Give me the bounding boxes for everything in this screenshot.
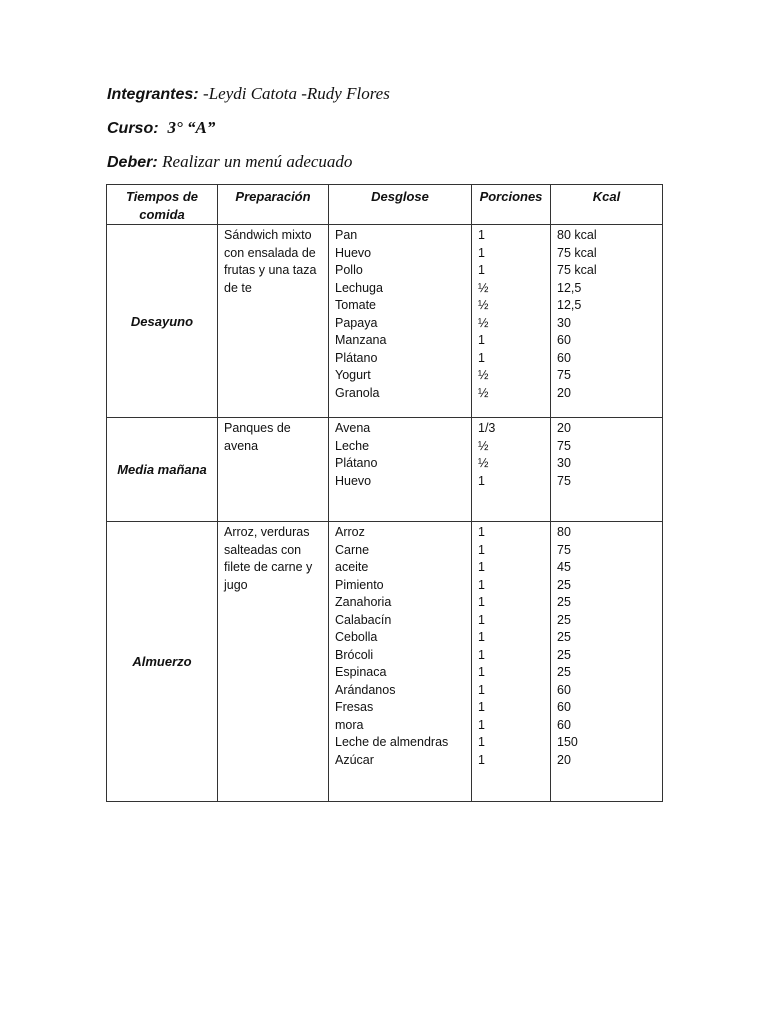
list-item: 75 <box>557 542 571 557</box>
list-item: 75 kcal <box>557 245 597 260</box>
list-item: Leche de almendras <box>335 735 449 749</box>
list-item: Granola <box>335 385 380 400</box>
list-item: 1 <box>478 542 485 557</box>
list-item: 25 <box>557 577 571 592</box>
list-item: Plátano <box>335 456 378 470</box>
list-item: 12,5 <box>557 280 582 295</box>
integrantes-label: Integrantes <box>107 86 194 103</box>
list-item: Carne <box>335 542 370 557</box>
integrantes-line <box>107 84 390 105</box>
list-item: 25 <box>557 612 571 627</box>
list-item: 1 <box>478 333 485 347</box>
list-item: 1 <box>478 752 485 767</box>
list-item: Tomate <box>335 298 376 312</box>
list-item: Espinaca <box>335 665 387 679</box>
meal-media-manana: Media mañana <box>107 418 218 522</box>
list-item: 150 <box>557 735 578 749</box>
list-item: mora <box>335 717 364 732</box>
list-item: Avena <box>335 421 371 435</box>
list-item: Pollo <box>335 263 363 277</box>
list-item: 75 <box>557 368 571 382</box>
list-item: 1 <box>478 612 485 627</box>
list-item: Zanahoria <box>335 595 392 609</box>
list-item: 75 kcal <box>557 263 597 277</box>
list-item: 1 <box>478 245 485 260</box>
header-desglose: Desglose <box>329 185 472 225</box>
list-item: 30 <box>557 315 571 330</box>
colon: : <box>152 154 158 171</box>
list-item: Plátano <box>335 350 378 365</box>
curso-line <box>107 118 215 139</box>
list-item: 1 <box>478 665 485 679</box>
list-item: 80 kcal <box>557 228 597 242</box>
list-item: ½ <box>478 385 489 400</box>
table-row <box>107 522 663 802</box>
list-item: Huevo <box>335 473 372 488</box>
list-item: 1 <box>478 525 485 539</box>
porciones-cell <box>472 522 551 802</box>
curso-value: 3° “A” <box>167 118 216 137</box>
list-item: 25 <box>557 665 571 679</box>
list-item: 1 <box>478 717 485 732</box>
prep-desayuno: Sándwich mixto con ensalada de frutas y una taza de te <box>224 228 317 295</box>
list-item: 25 <box>557 630 571 644</box>
meal-desayuno: Desayuno <box>107 225 218 418</box>
list-item: 1 <box>478 735 485 749</box>
list-item: 12,5 <box>557 298 582 312</box>
list-item: Azúcar <box>335 752 374 767</box>
list-item: 80 <box>557 525 571 539</box>
list-item: Fresas <box>335 700 374 714</box>
list-item: 1 <box>478 630 485 644</box>
list-item: 1/3 <box>478 421 496 435</box>
list-item: Leche <box>335 438 370 453</box>
list-item: 1 <box>478 228 485 242</box>
colon: : <box>153 120 159 137</box>
prep-media-manana: Panques de avena <box>224 421 291 453</box>
prep-cell <box>218 225 329 418</box>
list-item: 45 <box>557 560 571 574</box>
list-item: 25 <box>557 595 571 609</box>
meal-almuerzo: Almuerzo <box>107 522 218 802</box>
deber-label: Deber <box>107 154 153 171</box>
list-item: 1 <box>478 595 485 609</box>
prep-cell <box>218 418 329 522</box>
list-item: Papaya <box>335 315 378 330</box>
header-tiempos: Tiempos de comida <box>107 185 218 225</box>
list-item: Cebolla <box>335 630 378 644</box>
list-item: aceite <box>335 560 369 574</box>
list-item: Pimiento <box>335 577 384 592</box>
prep-almuerzo: Arroz, verduras salteadas con filete de carne y jugo <box>224 525 313 592</box>
list-item: 60 <box>557 682 571 697</box>
list-item: 1 <box>478 682 485 697</box>
list-item: 1 <box>478 560 485 574</box>
list-item: 1 <box>478 700 485 714</box>
table-header-row <box>107 185 663 225</box>
list-item: 1 <box>478 473 485 488</box>
list-item: 1 <box>478 577 485 592</box>
header-porciones: Porciones <box>472 185 551 225</box>
list-item: ½ <box>478 438 489 453</box>
list-item: Arroz <box>335 525 365 539</box>
list-item: 1 <box>478 350 485 365</box>
list-item: ½ <box>478 298 489 312</box>
list-item: Huevo <box>335 245 372 260</box>
list-item: Brócoli <box>335 647 374 662</box>
colon: : <box>193 86 199 103</box>
curso-label: Curso <box>107 120 154 137</box>
table-row <box>107 225 663 418</box>
list-item: Yogurt <box>335 368 371 382</box>
deber-value: Realizar un menú adecuado <box>162 152 353 171</box>
list-item: 60 <box>557 717 571 732</box>
list-item: Calabacín <box>335 612 392 627</box>
list-item: 20 <box>557 421 571 435</box>
list-item: 60 <box>557 333 571 347</box>
porciones-cell <box>472 418 551 522</box>
kcal-cell <box>551 418 663 522</box>
list-item: ½ <box>478 280 489 295</box>
header-preparacion: Preparación <box>218 185 329 225</box>
desglose-cell <box>329 418 472 522</box>
desglose-cell <box>329 522 472 802</box>
table-row <box>107 418 663 522</box>
porciones-cell <box>472 225 551 418</box>
kcal-cell <box>551 225 663 418</box>
list-item: Arándanos <box>335 682 396 697</box>
list-item: Pan <box>335 228 358 242</box>
list-item: 20 <box>557 752 571 767</box>
list-item: 30 <box>557 456 571 470</box>
prep-cell <box>218 522 329 802</box>
list-item: 1 <box>478 263 485 277</box>
deber-line <box>107 152 352 173</box>
list-item: 20 <box>557 385 571 400</box>
list-item: Lechuga <box>335 280 383 295</box>
list-item: 75 <box>557 438 571 453</box>
header-kcal: Kcal <box>551 185 663 225</box>
list-item: ½ <box>478 368 489 382</box>
desglose-cell <box>329 225 472 418</box>
list-item: 60 <box>557 350 571 365</box>
kcal-cell <box>551 522 663 802</box>
list-item: 25 <box>557 647 571 662</box>
list-item: ½ <box>478 315 489 330</box>
integrantes-value: -Leydi Catota -Rudy Flores <box>203 84 390 103</box>
menu-table <box>106 184 663 802</box>
list-item: Manzana <box>335 333 387 347</box>
list-item: 75 <box>557 473 571 488</box>
list-item: 60 <box>557 700 571 714</box>
list-item: 1 <box>478 647 485 662</box>
list-item: ½ <box>478 456 489 470</box>
